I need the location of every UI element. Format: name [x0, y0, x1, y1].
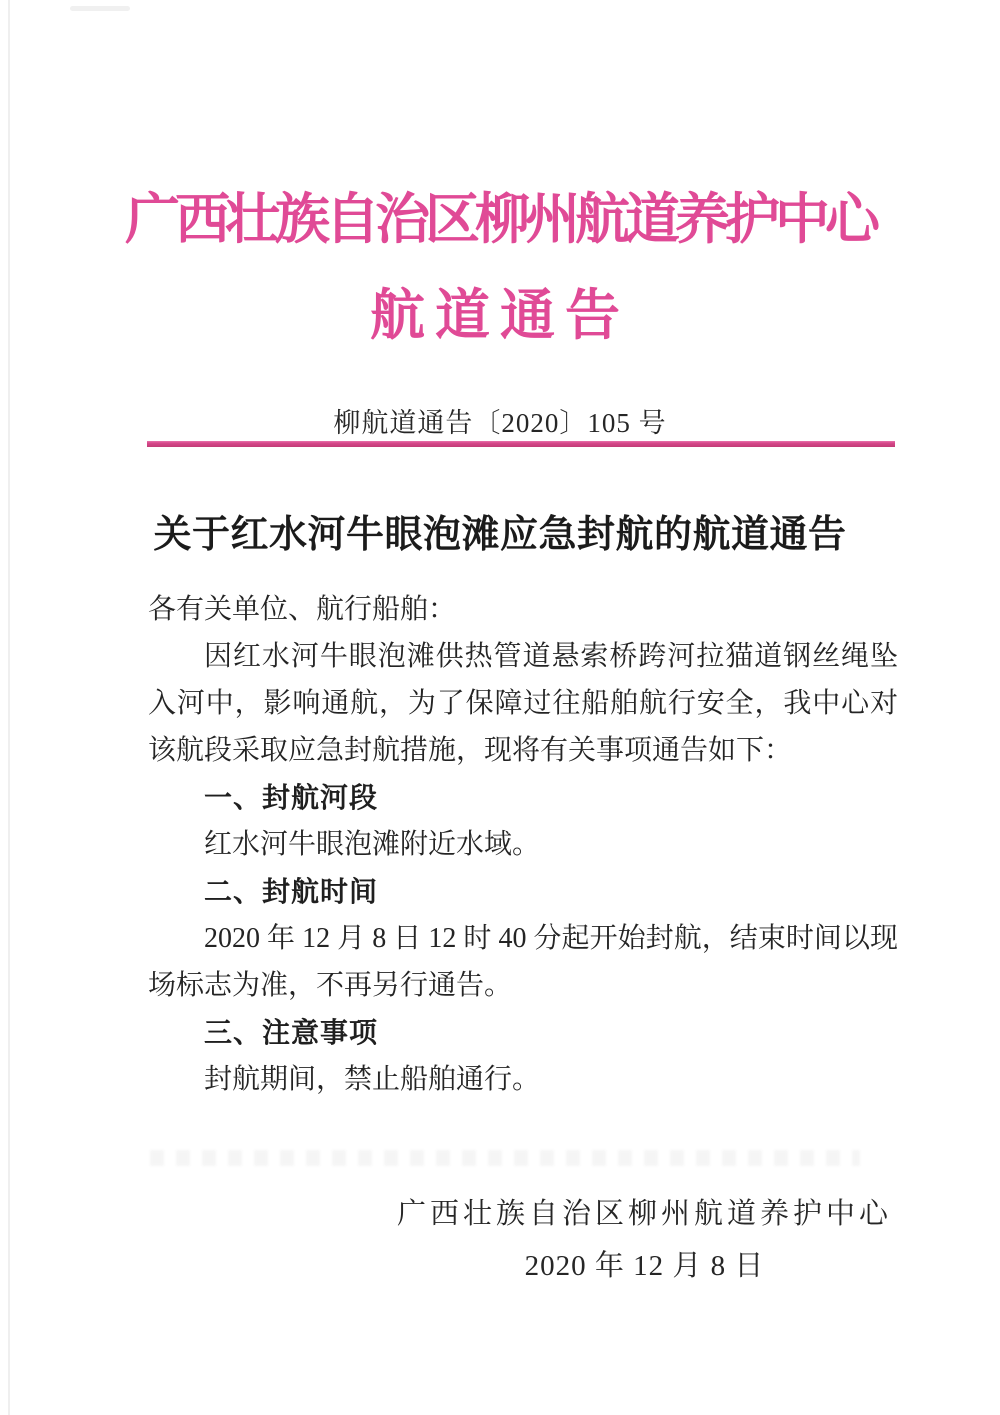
signature-block [397, 1188, 892, 1292]
org-title-line1: 广西壮族自治区柳州航道养护中心 [124, 189, 875, 250]
issuer-name: 广西壮族自治区柳州航道养护中心 [396, 1198, 892, 1230]
ink-bleed-artifact [150, 1150, 860, 1166]
subject-title: 关于红水河牛眼泡滩应急封航的航道通告 [153, 514, 847, 556]
org-title-line2: 航道通告 [369, 285, 630, 346]
document-number: 柳航道通告〔2020〕105 号 [333, 408, 667, 438]
section-3-text: 封航期间，禁止船舶通行。 [204, 1064, 541, 1095]
section-1-text: 红水河牛眼泡滩附近水域。 [204, 829, 541, 860]
divider-rule [147, 441, 895, 447]
notice-body [148, 586, 898, 1103]
intro-paragraph: 因红水河牛眼泡滩供热管道悬索桥跨河拉猫道钢丝绳坠入河中，影响通航，为了保障过往船舶航行安全，我中心对该航段采取应急封航措施，现将有关事项通告如下： [148, 641, 898, 766]
section-3-heading: 三、注意事项 [204, 1017, 379, 1048]
section-2-heading: 二、封航时间 [204, 876, 379, 907]
section-2-text: 2020 年 12 月 8 日 12 时 40 分起开始封航，结束时间以现场标志为准，不再另行通告。 [148, 923, 898, 1001]
salutation: 各有关单位、航行船舶： [148, 594, 457, 625]
section-1-heading: 一、封航河段 [204, 782, 379, 813]
scan-smudge-artifact [70, 6, 130, 11]
issue-date: 2020 年 12 月 8 日 [524, 1250, 765, 1282]
